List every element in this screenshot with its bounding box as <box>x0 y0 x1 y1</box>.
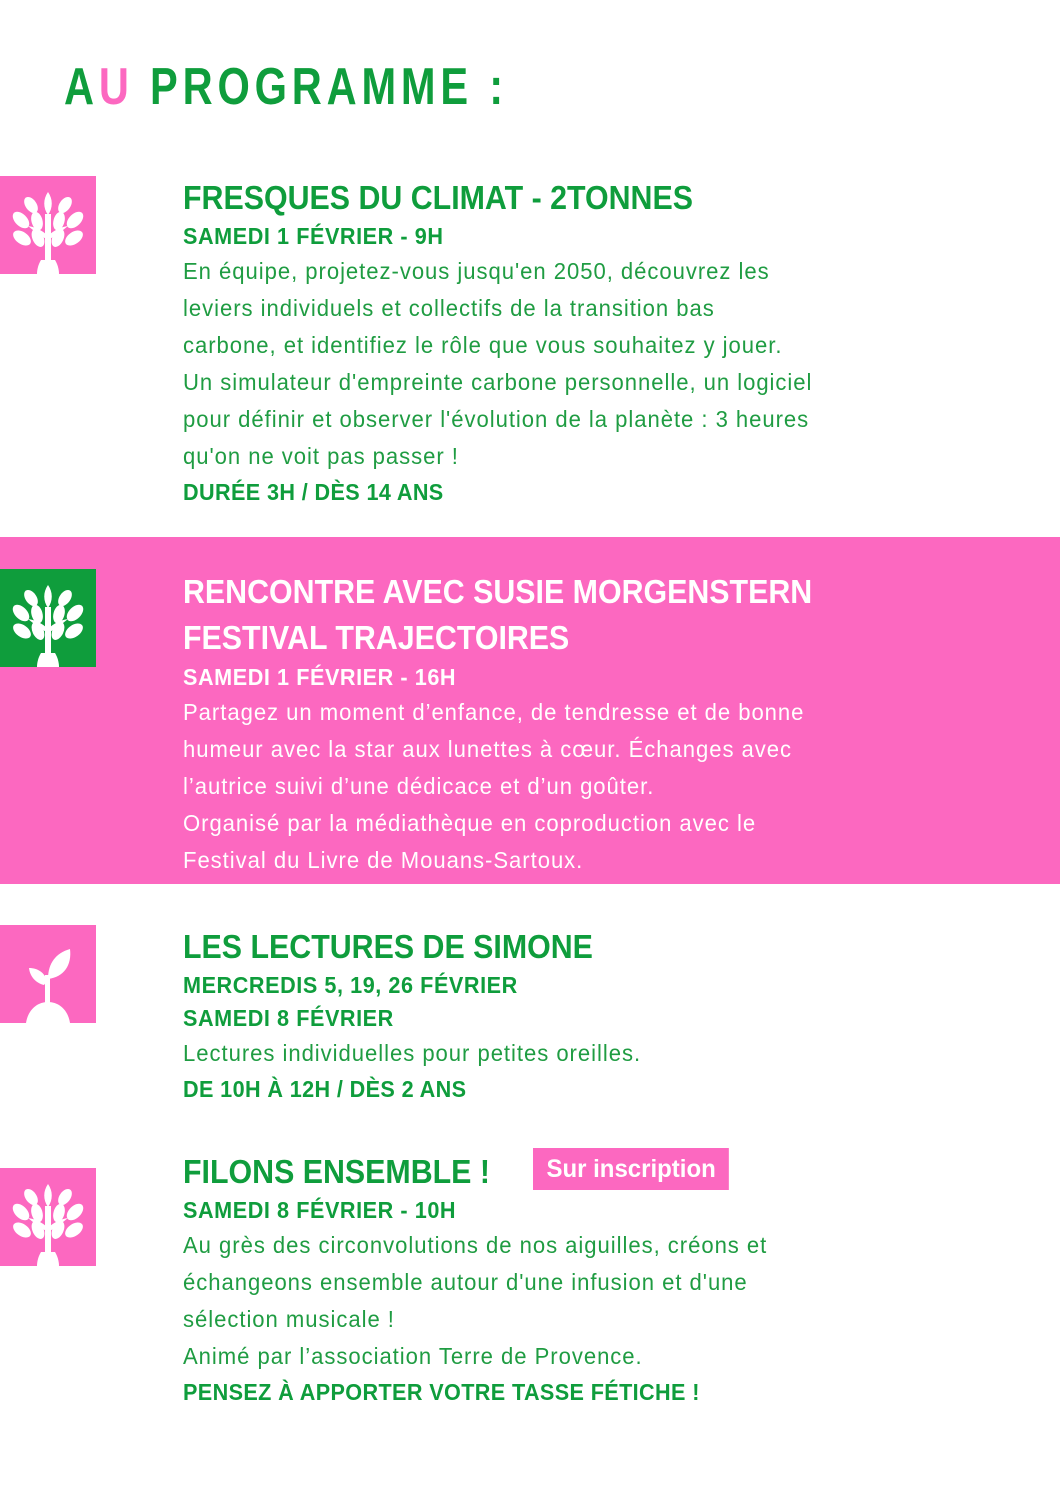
event-description-line: leviers individuels et collectifs de la transition bas <box>183 295 715 321</box>
event-subtitle: FESTIVAL TRAJECTOIRES <box>183 619 570 656</box>
page-title-rest: PROGRAMME : <box>133 58 508 116</box>
page-title-prefix: A <box>64 58 99 116</box>
event-block-lectures-de-simone <box>0 925 1060 1106</box>
event-description-line: humeur avec la star aux lunettes à cœur. Échanges avec <box>183 736 793 762</box>
event-note: DURÉE 3H / DÈS 14 ANS <box>183 479 444 505</box>
event-title: LES LECTURES DE SIMONE <box>183 928 593 965</box>
event-title: FILONS ENSEMBLE ! <box>183 1153 490 1190</box>
event-description-line: pour définir et observer l'évolution de la planète : 3 heures <box>183 406 810 432</box>
event-content <box>183 925 1060 1106</box>
event-description-line: Lectures individuelles pour petites oreilles. <box>183 1040 642 1066</box>
event-title: FRESQUES DU CLIMAT - 2TONNES <box>183 179 693 216</box>
event-date: SAMEDI 8 FÉVRIER - 10H <box>183 1197 457 1223</box>
event-description-line: échangeons ensemble autour d'une infusion et d'une <box>183 1269 748 1295</box>
event-note: PENSEZ À APPORTER VOTRE TASSE FÉTICHE ! <box>183 1379 700 1405</box>
page-title-accent-letter: U <box>98 58 134 116</box>
tree-icon <box>0 1168 96 1266</box>
event-description-line: qu'on ne voit pas passer ! <box>183 443 459 469</box>
event-description-line: En équipe, projetez-vous jusqu'en 2050, découvrez les <box>183 258 770 284</box>
event-block-filons-ensemble <box>0 1150 1060 1409</box>
tree-icon <box>0 569 96 667</box>
sprout-icon <box>0 925 96 1023</box>
event-description-line: Un simulateur d'empreinte carbone personnelle, un logiciel <box>183 369 813 395</box>
event-description-line: Animé par l’association Terre de Provence. <box>183 1343 643 1369</box>
event-note: DE 10H À 12H / DÈS 2 ANS <box>183 1076 467 1102</box>
event-content <box>183 569 1060 879</box>
status-badge: Sur inscription <box>533 1148 729 1190</box>
event-date: SAMEDI 1 FÉVRIER - 9H <box>183 223 444 249</box>
page-title <box>64 56 508 118</box>
tree-icon <box>0 176 96 274</box>
event-block-fresques-du-climat <box>0 176 1060 509</box>
event-description-line: Organisé par la médiathèque en coproduction avec le <box>183 810 757 836</box>
event-description-line: l’autrice suivi d’une dédicace et d’un goûter. <box>183 773 655 799</box>
event-title: RENCONTRE AVEC SUSIE MORGENSTERN <box>183 573 813 610</box>
event-content <box>183 176 1060 509</box>
event-description-line: Partagez un moment d’enfance, de tendresse et de bonne <box>183 699 805 725</box>
event-date: SAMEDI 1 FÉVRIER - 16H <box>183 664 457 690</box>
event-description-line: Au grès des circonvolutions de nos aiguilles, créons et <box>183 1232 768 1258</box>
event-description-line: carbone, et identifiez le rôle que vous souhaitez y jouer. <box>183 332 783 358</box>
event-content <box>183 1150 1060 1409</box>
event-date-secondary: SAMEDI 8 FÉVRIER <box>183 1005 394 1031</box>
event-block-rencontre-susie-morgenstern <box>0 537 1060 884</box>
event-description-line: sélection musicale ! <box>183 1306 395 1332</box>
event-description-line: Festival du Livre de Mouans-Sartoux. <box>183 847 584 873</box>
event-date: MERCREDIS 5, 19, 26 FÉVRIER <box>183 972 518 998</box>
